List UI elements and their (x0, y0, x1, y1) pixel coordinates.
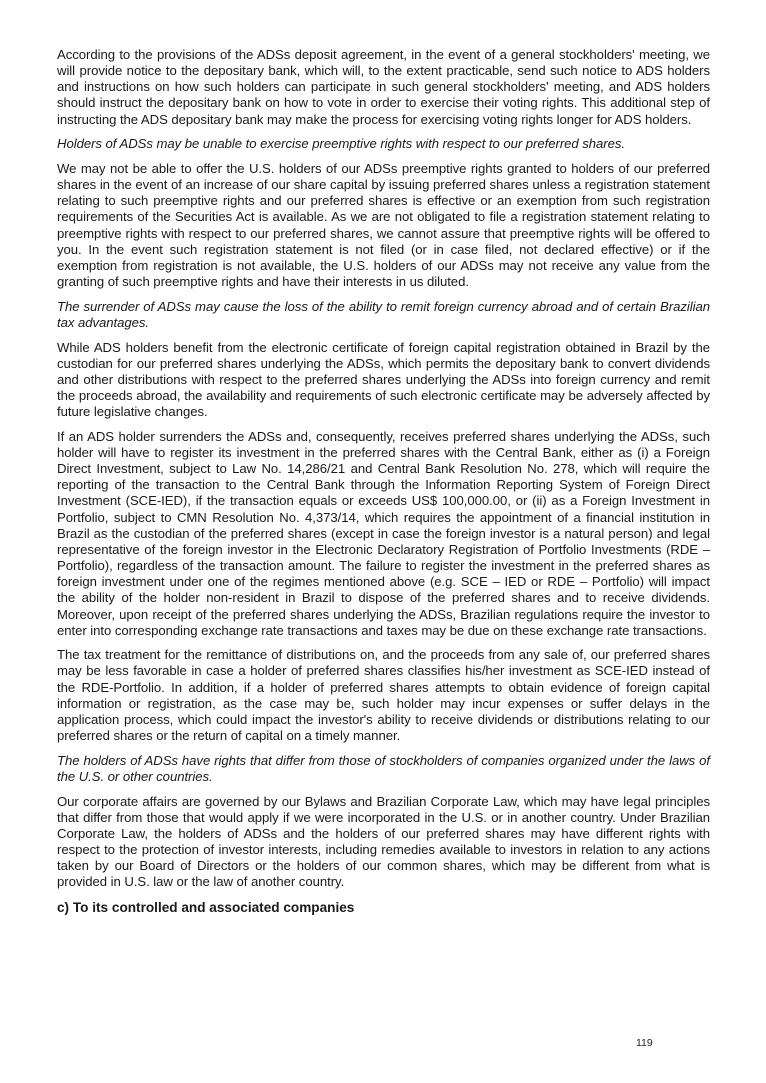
risk-heading-holder-rights-differ: The holders of ADSs have rights that differ from those of stockholders of companies organized under the laws of the U.S. or other countries. (57, 752, 710, 784)
paragraph-electronic-certificate: While ADS holders benefit from the electronic certificate of foreign capital registration obtained in Brazil by the custodian for our preferred shares underlying the ADSs, which permits the depositary bank to convert dividends and other distributions with respect to the preferred shares underlying the ADSs into foreign currency and remit the proceeds abroad, the availability and requirements of such electronic certificate may be adversely affected by future legislative changes. (57, 339, 710, 420)
paragraph-tax-treatment: The tax treatment for the remittance of distributions on, and the proceeds from any sale of, our preferred shares may be less favorable in case a holder of preferred shares classifies his/her investment as SCE-IED instead of the RDE-Portfolio. In addition, if a holder of preferred shares attempts to obtain evidence of foreign capital information or registration, as the case may be, such holder may incur expenses or suffer delays in the application process, which could impact the investor's ability to receive dividends or distributions relating to our preferred shares or the return of capital on a timely manner. (57, 647, 710, 744)
document-page (57, 47, 710, 916)
risk-heading-surrender-of-adss: The surrender of ADSs may cause the loss of the ability to remit foreign currency abroad and of certain Brazilian tax advantages. (57, 298, 710, 330)
paragraph-central-bank-registration: If an ADS holder surrenders the ADSs and, consequently, receives preferred shares underlying the ADSs, such holder will have to register its investment in the preferred shares with the Central Bank, either as (i) a Foreign Direct Investment, subject to Law No. 14,286/21 and Central Bank Resolution No. 278, which will require the reporting of the transaction to the Central Bank through the Information Reporting System of Foreign Direct Investment (SCE-IED), if the transaction equals or exceeds US$ 100,000.00, or (ii) as a Foreign Investment in Portfolio, subject to CMN Resolution No. 4,373/14, which requires the appointment of a financial institution in Brazil as the custodian of the preferred shares (except in case the foreign investor is a natural person) and legal representative of the foreign investor in the Electronic Declaratory Registration of Portfolio Investments (RDE – Portfolio), regardless of the transaction amount. The failure to register the investment in the preferred shares as foreign investment under one of the regimes mentioned above (e.g. SCE – IED or RDE – Portfolio) will impact the ability of the holder non-resident in Brazil to dispose of the preferred shares and to receive dividends. Moreover, upon receipt of the preferred shares underlying the ADSs, Brazilian regulations require the investor to enter into corresponding exchange rate transactions and taxes may be due on these exchange rate transactions. (57, 428, 710, 638)
paragraph-preemptive-rights: We may not be able to offer the U.S. holders of our ADSs preemptive rights granted to holders of our preferred shares in the event of an increase of our share capital by issuing preferred shares unless a registration statement relating to such preemptive rights and our preferred shares is effective or an exemption from such registration requirements of the Securities Act is available. As we are not obligated to file a registration statement relating to preemptive rights with respect to our preferred shares, we cannot assure that preemptive rights will be offered to you. In the event such registration statement is not filed (or in case filed, not declared effective) or if the exemption from registration is not available, the U.S. holders of our ADSs may not receive any value from the granting of such preemptive rights and have their interests in us diluted. (57, 160, 710, 290)
risk-heading-preemptive-rights: Holders of ADSs may be unable to exercise preemptive rights with respect to our preferred shares. (57, 136, 626, 152)
section-heading-controlled-companies: c) To its controlled and associated companies (57, 900, 355, 915)
paragraph-corporate-affairs: Our corporate affairs are governed by our Bylaws and Brazilian Corporate Law, which may have legal principles that differ from those that would apply if we were incorporated in the U.S. or in another country. Under Brazilian Corporate Law, the holders of ADSs and the holders of our preferred shares may have different rights with respect to the protection of investor interests, including remedies available to investors in relation to any actions taken by our Board of Directors or the holders of our common shares, which may be different from what is provided in U.S. law or the law of another country. (57, 793, 710, 890)
paragraph-voting-rights-notice: According to the provisions of the ADSs deposit agreement, in the event of a general stockholders' meeting, we will provide notice to the depositary bank, which will, to the extent practicable, send such notice to ADS holders and instructions on how such holders can participate in such general stockholders' meeting, and ADS holders should instruct the depositary bank on how to vote in order to exercise their voting rights. This additional step of instructing the ADS depositary bank may make the process for exercising voting rights longer for ADS holders. (57, 47, 710, 127)
page-number: 119 (636, 1037, 653, 1049)
